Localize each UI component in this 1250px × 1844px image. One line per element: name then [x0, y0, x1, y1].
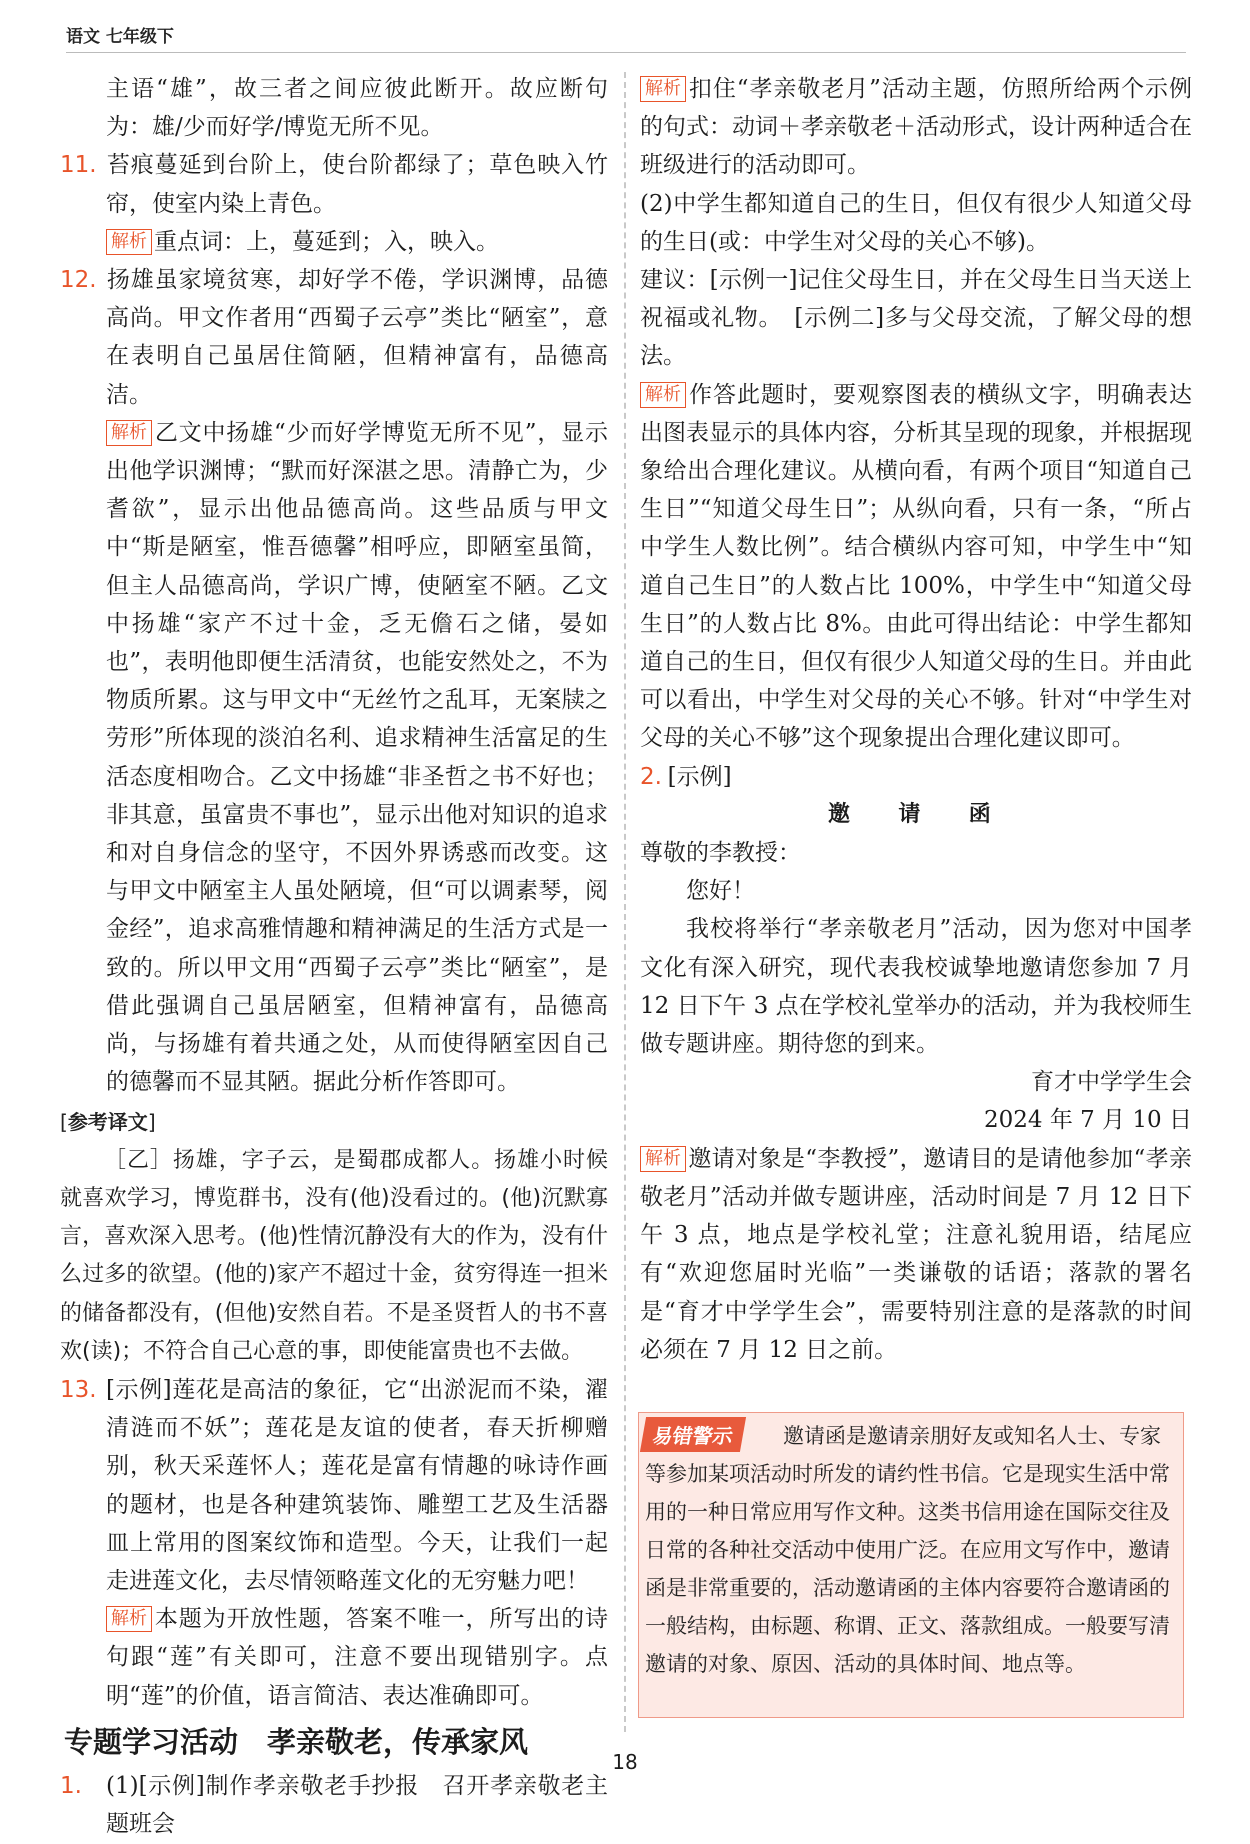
s1-answer: 1. (1)[示例]制作孝亲敬老手抄报 召开孝亲敬老主题班会	[60, 1767, 608, 1843]
analysis-tag: 解析	[106, 229, 152, 255]
analysis-tag: 解析	[640, 1146, 686, 1172]
analysis-tag: 解析	[640, 76, 686, 102]
q13-analysis-text: 本题为开放性题，答案不唯一，所写出的诗句跟“莲”有关即可，注意不要出现错别字。点明“莲”的价值，语言简洁、表达准确即可。	[106, 1606, 608, 1709]
q13-number: 13.	[60, 1376, 97, 1403]
letter-body: 我校将举行“孝亲敬老月”活动，因为您对中国孝文化有深入研究，现代表我校诚挚地邀请您参加 7 月 12 日下午 3 点在学校礼堂举办的活动，并为我校师生做专题讲座。期待您的到来。	[640, 916, 1192, 1058]
right-column	[640, 70, 1192, 1369]
example-tag: 示例	[114, 1376, 163, 1403]
s2-analysis	[640, 1140, 1192, 1369]
s1-analysis	[640, 70, 1192, 185]
q11-number: 11.	[60, 152, 97, 179]
example-one-tag: 示例一	[718, 267, 789, 294]
q13-analysis	[60, 1600, 608, 1715]
running-header: 语文 七年级下	[66, 27, 174, 47]
analysis-tag: 解析	[106, 420, 152, 446]
s1-part2-answer: (2)中学生都知道自己的生日，但仅有很少人知道父母的生日(或：中学生对父母的关心不够)。	[640, 190, 1192, 255]
q12-analysis	[60, 414, 608, 1102]
reference-translation-heading	[60, 1103, 608, 1141]
letter-salutation: 尊敬的李教授：	[640, 840, 801, 867]
q12-answer	[60, 261, 608, 414]
q13-answer: 13. [示例]莲花是高洁的象征，它“出淤泥而不染，濯清涟而不妖”；莲花是友谊的使者，春天折柳赠别，秋天采莲怀人；莲花是富有情趣的咏诗作画的题材，也是各种建筑装饰、雕塑工艺及生活器皿上常用的图案纹饰和造型。今天，让我们一起走进莲文化，去尽情领略莲文化的无穷魅力吧！	[60, 1371, 608, 1600]
s1-part2-analysis-text: 作答此题时，要观察图表的横纵文字，明确表达出图表显示的具体内容，分析其呈现的现象，并根据现象给出合理化建议。从横向看，有两个项目“知道自己生日”“知道父母生日”；从纵向看，只有一条，“所占中学生人数比例”。结合横纵内容可知，中学生中“知道自己生日”的人数占比 100%，中学生中“知道父母生日”的人数占比 8%。由此可得出结论：中学生都知道自己的生日，但仅有很少人知道父母的生日。并由此可以看出，中学生对父母的关心不够。针对“中学生对父母的关心不够”这个现象提出合理化建议即可。	[640, 381, 1192, 752]
reference-translation-text: ［乙］扬雄，字子云，是蜀郡成都人。扬雄小时候就喜欢学习，博览群书，没有(他)没看过的。(他)沉默寡言，喜欢深入思考。(他)性情沉静没有大的作为，没有什么过多的欲望。(他的)家产不超过十金，贫穷得连一担米的储备都没有，(但他)安然自若。不是圣贤哲人的书不喜欢(读)；不符合自己心意的事，即使能富贵也不去做。	[60, 1147, 608, 1364]
example-two-tag: 示例二	[803, 305, 876, 332]
example-one-text: 记住父母生日，并在父母生日当天送上祝福或礼物。	[640, 267, 1193, 332]
q12-answer-text: 扬雄虽家境贫寒，却好学不倦，学识渊博，品德高尚。甲文作者用“西蜀子云亭”类比“陋室”，意在表明自己虽居住简陋，但精神富有，品德高洁。	[106, 267, 608, 408]
left-column	[60, 70, 608, 1843]
s2-analysis-text: 邀请对象是“李教授”，邀请目的是请他参加“孝亲敬老月”活动并做专题讲座，活动时间是 7 月 12 日下午 3 点，地点是学校礼堂；注意礼貌用语，结尾应有“欢迎您届时光临”一类谦敬的话语；落款的署名是“育才中学学生会”，需要特别注意的是落款的时间必须在 7 月 12 日之前。	[640, 1145, 1192, 1363]
q11-analysis-text: 重点词：上，蔓延到；入，映入。	[154, 228, 499, 255]
q11-answer	[60, 146, 608, 222]
analysis-tag: 解析	[106, 1606, 152, 1632]
letter-title: 邀 请 函	[827, 801, 1004, 827]
s2-number: 2.	[640, 763, 662, 790]
q11-answer-text: 苔痕蔓延到台阶上，使台阶都绿了；草色映入竹帘，使室内染上青色。	[106, 152, 608, 217]
reference-translation-tag: [ 参考译文 ]	[60, 1103, 156, 1141]
page-number: 18	[612, 1750, 638, 1774]
letter-date: 2024 年 7 月 10 日	[984, 1107, 1192, 1134]
s2-heading: 2. [示例]	[640, 758, 1192, 796]
suggestion-label: 建议：	[640, 267, 710, 294]
s1-sub-number: (1)	[106, 1772, 139, 1799]
common-mistake-box	[638, 1412, 1184, 1718]
header-rule	[66, 52, 1186, 53]
s1-part2-analysis	[640, 376, 1192, 758]
q10-continuation: 主语“雄”，故三者之间应彼此断开。故应断句为：雄/少而好学/博览无所不见。	[106, 76, 608, 141]
s1-analysis-text: 扣住“孝亲敬老月”活动主题，仿照所给两个示例的句式：动词＋孝亲敬老＋活动形式，设计两种适合在班级进行的活动即可。	[640, 76, 1192, 179]
section-title: 专题学习活动 孝亲敬老，传承家风	[64, 1724, 529, 1759]
letter-signer: 育才中学学生会	[1031, 1069, 1192, 1096]
q13-answer-text: 莲花是高洁的象征，它“出淤泥而不染，濯清涟而不妖”；莲花是友谊的使者，春天折柳赠别，秋天采莲怀人；莲花是富有情趣的咏诗作画的题材，也是各种建筑装饰、雕塑工艺及生活器皿上常用的图案纹饰和造型。今天，让我们一起走进莲文化，去尽情领略莲文化的无穷魅力吧！	[106, 1376, 609, 1594]
example-two-text: 多与父母交流，了解父母的想法。	[640, 305, 1193, 370]
analysis-tag: 解析	[640, 382, 686, 408]
q12-analysis-text: 乙文中扬雄“少而好学博览无所不见”，显示出他学识渊博；“默而好深湛之思。清静亡为，少耆欲”，显示出他品德高尚。这些品质与甲文中“斯是陋室，惟吾德馨”相呼应，即陋室虽简，但主人品德高尚，学识广博，使陋室不陋。乙文中扬雄“家产不过十金，乏无儋石之储，晏如也”，表明他即便生活清贫，也能安然处之，不为物质所累。这与甲文中“无丝竹之乱耳，无案牍之劳形”所体现的淡泊名利、追求精神生活富足的生活态度相吻合。乙文中扬雄“非圣哲之书不好也；非其意，虽富贵不事也”，显示出他对知识的追求和对自身信念的坚守，不因外界诱惑而改变。这与甲文中陋室主人虽处陋境，但“可以调素琴，阅金经”，追求高雅情趣和精神满足的生活方式是一致的。所以甲文用“西蜀子云亭”类比“陋室”，是借此强调自己虽居陋室，但精神富有，品德高尚，与扬雄有着共通之处，从而使得陋室因自己的德馨而不显其陋。据此分析作答即可。	[106, 419, 608, 1096]
column-divider	[624, 72, 626, 1732]
example-tag: 示例	[676, 763, 723, 790]
common-mistake-label: 易错警示	[640, 1417, 746, 1452]
s1-answer-text: 制作孝亲敬老手抄报 召开孝亲敬老主题班会	[106, 1772, 609, 1837]
s1-number: 1.	[60, 1772, 82, 1799]
q11-analysis	[60, 223, 608, 261]
example-tag: 示例	[147, 1772, 196, 1799]
s1-suggestions: 建议：[示例一]记住父母生日，并在父母生日当天送上祝福或礼物。 [示例二]多与父母交流，了解父母的想法。	[640, 267, 1193, 370]
letter-greeting: 您好！	[686, 878, 755, 905]
q12-number: 12.	[60, 267, 97, 294]
common-mistake-text	[645, 1417, 1175, 1683]
common-mistake-body: 邀请函是邀请亲朋好友或知名人士、专家等参加某项活动时所发的请约性书信。它是现实生活中常用的一种日常应用写作文种。这类书信用途在国际交往及日常的各种社交活动中使用广泛。在应用文写作中，邀请函是非常重要的，活动邀请函的主体内容要符合邀请函的一般结构，由标题、称谓、正文、落款组成。一般要写清邀请的对象、原因、活动的具体时间、地点等。	[645, 1424, 1170, 1676]
